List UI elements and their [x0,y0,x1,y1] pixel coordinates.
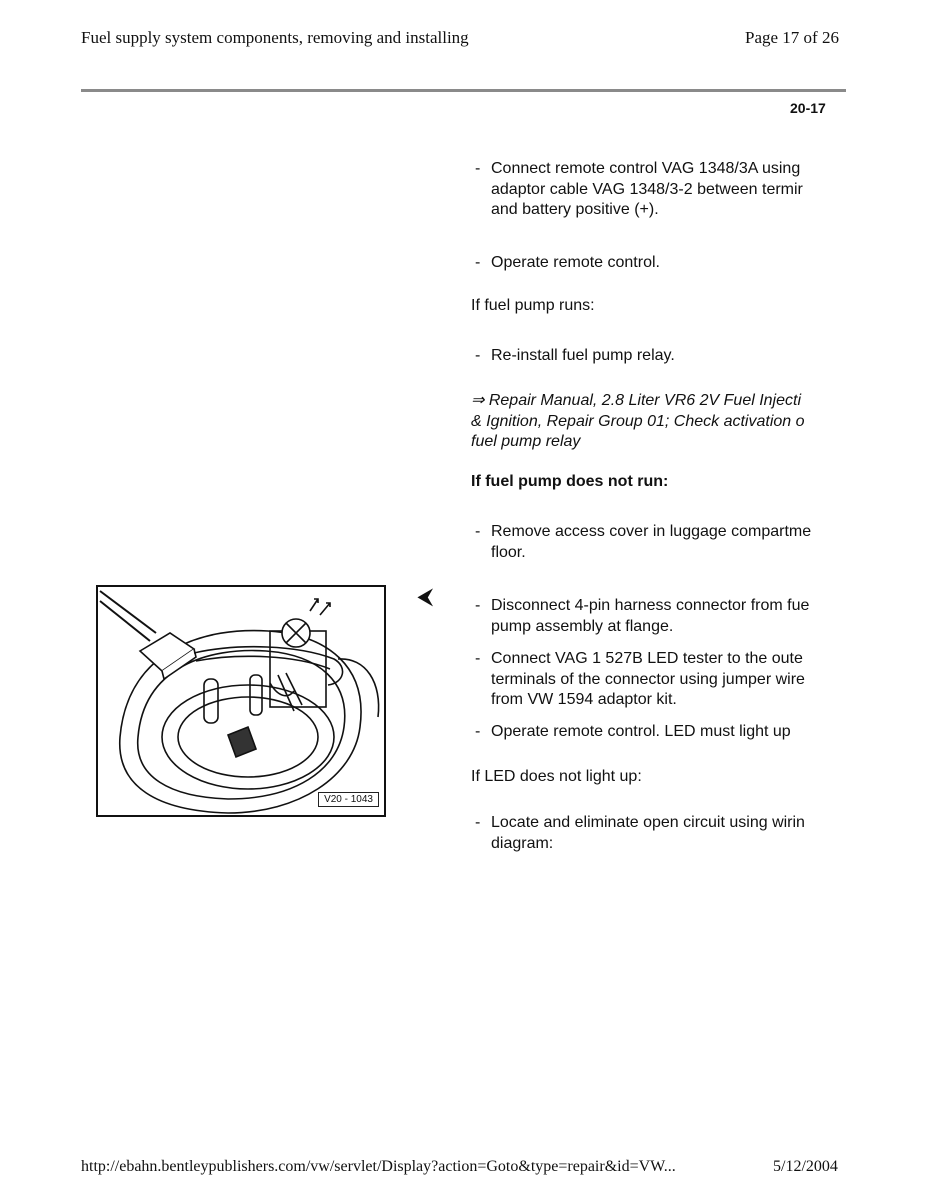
step-operate-remote [471,253,846,274]
step-text: Re-install fuel pump relay. [491,347,675,364]
step-dash: - [475,597,481,614]
footer-url: http://ebahn.bentleypublishers.com/vw/servlet/Display?action=Goto&type=repair&id=VW... [81,1158,676,1175]
step-text: Operate remote control. [491,254,660,271]
step-text: Operate remote control. LED must light up [491,723,791,740]
step-reinstall-relay [471,346,846,367]
step-dash: - [475,347,481,364]
step-locate-open-circuit [471,813,846,854]
footer-date: 5/12/2004 [773,1158,838,1175]
step-dash: - [475,254,481,271]
step-dash: - [475,523,481,540]
step-connect-remote [471,159,846,221]
instructions-column [471,0,846,1200]
step-text: Locate and eliminate open circuit using wirin diagram: [491,814,805,852]
step-text: Remove access cover in luggage compartme floor. [491,523,812,561]
condition-led-not-lit: If LED does not light up: [471,768,642,785]
step-operate-remote-led [471,722,846,743]
step-dash: - [475,650,481,667]
figure-pointer-icon: ⮜ [418,586,433,608]
page-number: 20-17 [790,100,826,116]
step-connect-led-tester [471,649,846,711]
step-dash: - [475,814,481,831]
step-text: Connect remote control VAG 1348/3A using adaptor cable VAG 1348/3-2 between termir and battery positive (+). [491,160,803,218]
fuel-pump-illustration [96,585,386,817]
figure-label: V20 - 1043 [318,792,379,807]
step-text: Connect VAG 1 527B LED tester to the oute terminals of the connector using jumper wire from VW 1594 adaptor kit. [491,650,805,708]
condition-pump-not-runs: If fuel pump does not run: [471,473,669,490]
condition-pump-runs: If fuel pump runs: [471,297,595,314]
step-remove-cover [471,522,846,563]
step-dash: - [475,723,481,740]
step-dash: - [475,160,481,177]
step-text: Disconnect 4-pin harness connector from fue pump assembly at flange. [491,597,810,635]
header-page-indicator: Page 17 of 26 [745,28,839,47]
fuel-pump-drawing [98,587,384,815]
header-title: Fuel supply system components, removing and installing [81,28,469,47]
repair-manual-reference: ⇒ Repair Manual, 2.8 Liter VR6 2V Fuel Injecti & Ignition, Repair Group 01; Check activation o fuel pump relay [471,392,805,450]
step-disconnect-connector [471,596,846,637]
